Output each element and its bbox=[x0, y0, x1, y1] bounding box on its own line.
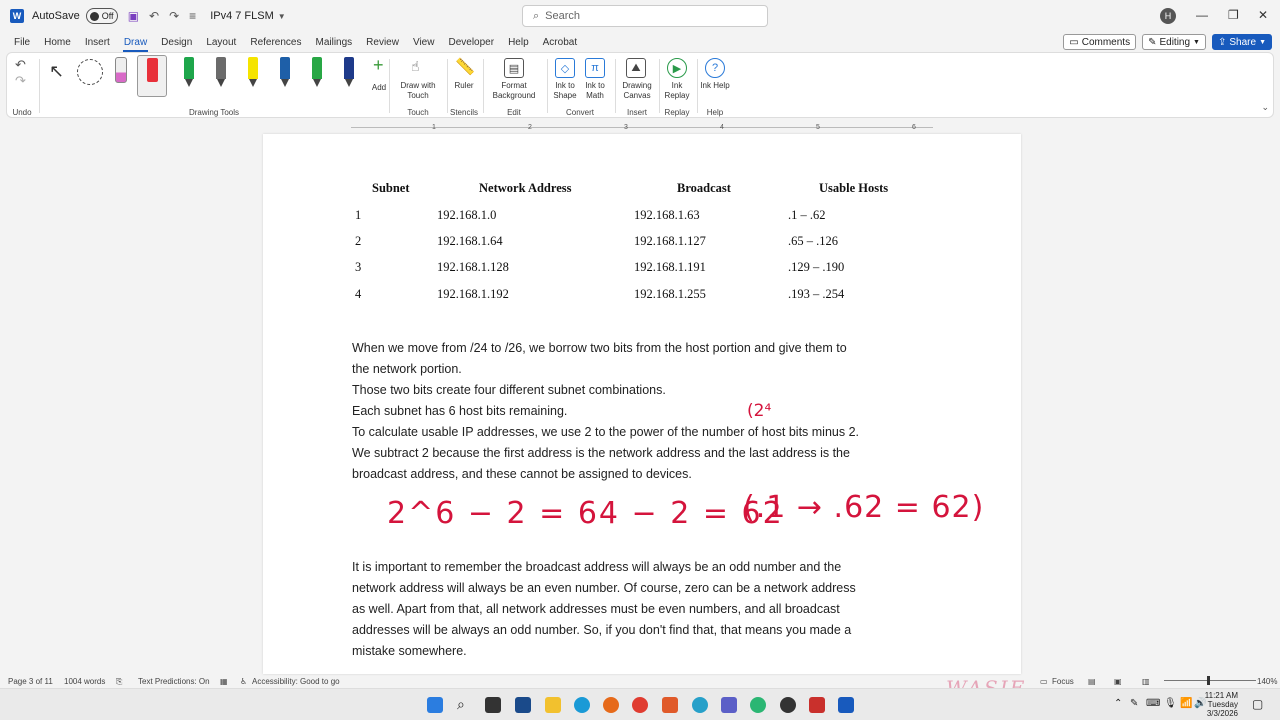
undo-group-label: Undo bbox=[12, 108, 32, 117]
table-cell: 192.168.1.192 bbox=[437, 287, 509, 301]
accessibility-status[interactable]: Accessibility: Good to go bbox=[252, 677, 340, 686]
brave-icon[interactable] bbox=[662, 697, 678, 713]
undo-icon[interactable]: ↶ bbox=[149, 9, 160, 23]
draw-with-touch-label[interactable]: Draw with Touch bbox=[400, 81, 436, 100]
add-pen-icon[interactable]: + bbox=[373, 55, 384, 75]
word-count[interactable]: 1004 words bbox=[64, 677, 106, 686]
macro-icon[interactable]: ▦ bbox=[220, 677, 228, 686]
page-count[interactable]: Page 3 of 11 bbox=[8, 677, 53, 686]
tray-chevron-up-icon[interactable]: ⌃ bbox=[1114, 698, 1123, 709]
blue-pen-icon[interactable] bbox=[280, 57, 290, 79]
ruler-tick: 4 bbox=[720, 124, 724, 131]
text-line: network address will always be an even number. Of course, zero can be a network address bbox=[352, 581, 856, 595]
editing-button[interactable] bbox=[1142, 34, 1206, 50]
divider bbox=[483, 59, 484, 113]
table-cell: 192.168.1.255 bbox=[634, 287, 706, 301]
editing-icon: ✎ bbox=[1148, 36, 1157, 48]
ruler-tick: 6 bbox=[912, 124, 916, 131]
text-line: broadcast address, and these cannot be assigned to devices. bbox=[352, 467, 692, 481]
ruler-tick: 2 bbox=[528, 124, 532, 131]
share-icon: ⇪ bbox=[1217, 36, 1227, 48]
comments-button[interactable] bbox=[1063, 34, 1136, 50]
drawing-tools-group bbox=[41, 53, 387, 119]
search-input[interactable] bbox=[522, 5, 768, 27]
tab-acrobat[interactable]: Acrobat bbox=[542, 36, 578, 48]
convert-group-label: Convert bbox=[565, 108, 594, 117]
edit-group-label: Edit bbox=[507, 108, 521, 117]
print-layout-icon[interactable]: ▣ bbox=[1114, 677, 1122, 686]
ribbon-collapse-chevron-icon[interactable]: ⌄ bbox=[1261, 102, 1269, 112]
touch-keyboard-icon[interactable]: ⌨ bbox=[1146, 698, 1161, 709]
edit-group bbox=[485, 53, 543, 119]
format-background-label[interactable]: Format Background bbox=[492, 81, 536, 100]
upwork-icon[interactable] bbox=[692, 697, 708, 713]
notifications-icon[interactable]: ▢ bbox=[1252, 697, 1264, 711]
divider bbox=[697, 59, 698, 113]
zoom-level[interactable]: 140% bbox=[1257, 677, 1278, 686]
zoom-slider-handle[interactable] bbox=[1207, 676, 1210, 685]
document-title[interactable]: IPv4 7 FLSM bbox=[210, 10, 274, 22]
text-line: We subtract 2 because the first address is the network address and the last address is the bbox=[352, 446, 850, 460]
drawing-canvas-icon[interactable]: ⛰ bbox=[626, 58, 646, 78]
close-icon[interactable]: ✕ bbox=[1258, 8, 1269, 22]
ink-to-shape-label[interactable]: Ink to Shape bbox=[553, 81, 577, 100]
microphone-icon[interactable]: 🎙 bbox=[1164, 698, 1177, 709]
table-cell: .129 – .190 bbox=[788, 260, 845, 274]
tab-draw[interactable]: Draw bbox=[117, 37, 154, 48]
tab-references[interactable]: References bbox=[250, 36, 302, 48]
text-line: the network portion. bbox=[352, 362, 462, 376]
yellow-highlighter-icon[interactable] bbox=[248, 57, 258, 79]
help-group bbox=[699, 53, 731, 119]
gray-pencil-icon[interactable] bbox=[216, 57, 226, 79]
divider bbox=[389, 59, 390, 113]
green-pen-icon[interactable] bbox=[184, 57, 194, 79]
clock-date: 3/3/2026 bbox=[1206, 709, 1238, 718]
help-group-label: Help bbox=[706, 108, 724, 117]
tab-help[interactable]: Help bbox=[508, 36, 529, 48]
autosave-label: AutoSave bbox=[32, 10, 80, 22]
taskbar bbox=[0, 688, 1280, 720]
document-page[interactable] bbox=[263, 134, 1021, 674]
clock-time: 11:21 AM bbox=[1204, 691, 1238, 700]
table-cell: 192.168.1.127 bbox=[634, 234, 706, 248]
divider bbox=[447, 59, 448, 113]
table-header-broadcast: Broadcast bbox=[677, 181, 731, 195]
drawing-tools-label: Drawing Tools bbox=[188, 108, 240, 117]
share-button[interactable] bbox=[1212, 34, 1272, 50]
draw-ribbon bbox=[6, 52, 1274, 118]
select-cursor-icon[interactable]: ↖ bbox=[49, 61, 65, 81]
read-mode-icon[interactable]: ▤ bbox=[1088, 677, 1096, 686]
focus-mode[interactable]: Focus bbox=[1052, 677, 1074, 686]
table-cell: 1 bbox=[355, 208, 362, 222]
customize-toolbar-icon[interactable]: ≡ bbox=[189, 9, 197, 23]
text-line: as well. Apart from that, all network addresses must be even numbers, and all broadcast bbox=[352, 602, 840, 616]
text-predictions[interactable]: Text Predictions: On bbox=[138, 677, 210, 686]
table-cell: .1 – .62 bbox=[788, 208, 826, 222]
chrome-icon[interactable] bbox=[632, 697, 648, 713]
divider bbox=[659, 59, 660, 113]
status-bar bbox=[0, 674, 1280, 688]
divider bbox=[615, 59, 616, 113]
zoom-slider[interactable] bbox=[1164, 680, 1256, 681]
ruler-tick: 3 bbox=[624, 124, 628, 131]
undo-icon[interactable]: ↶ bbox=[15, 57, 26, 72]
avatar[interactable]: H bbox=[1160, 8, 1176, 24]
file-explorer-icon[interactable] bbox=[545, 697, 561, 713]
draw-with-touch-icon[interactable]: ☝ bbox=[411, 58, 420, 74]
tab-view[interactable]: View bbox=[412, 36, 435, 48]
selected-pen-frame[interactable] bbox=[137, 55, 167, 97]
ink-small-note[interactable]: (2⁴ bbox=[747, 401, 772, 421]
stencils-group bbox=[449, 53, 479, 119]
redo-icon[interactable]: ↷ bbox=[15, 73, 26, 88]
insert-group-label: Insert bbox=[626, 108, 647, 117]
save-icon[interactable]: ▣ bbox=[127, 9, 140, 23]
table-cell: .193 – .254 bbox=[788, 287, 845, 301]
web-layout-icon[interactable]: ▥ bbox=[1142, 677, 1150, 686]
ruler-line bbox=[351, 127, 933, 128]
tab-developer[interactable]: Developer bbox=[448, 36, 495, 48]
tab-mailings[interactable]: Mailings bbox=[315, 36, 353, 48]
search-icon: ⌕ bbox=[533, 9, 540, 22]
text-line: Each subnet has 6 host bits remaining. bbox=[352, 404, 568, 418]
lasso-select-icon[interactable] bbox=[77, 59, 103, 85]
restore-icon[interactable]: ❐ bbox=[1228, 8, 1239, 22]
table-header-subnet: Subnet bbox=[372, 181, 410, 195]
wifi-icon[interactable]: 📶 bbox=[1180, 698, 1193, 709]
title-chevron-down-icon[interactable]: ▼ bbox=[277, 11, 286, 21]
divider bbox=[39, 59, 40, 113]
autosave-state: Off bbox=[101, 11, 114, 21]
taskbar-search-icon[interactable]: ⌕ bbox=[457, 696, 465, 712]
tab-home[interactable]: Home bbox=[44, 36, 71, 48]
text-line: mistake somewhere. bbox=[352, 644, 467, 658]
stencils-group-label: Stencils bbox=[449, 108, 478, 117]
horizontal-ruler[interactable] bbox=[262, 122, 1022, 132]
ink-formula[interactable]: 2^6 − 2 = 64 − 2 = 62 bbox=[387, 496, 784, 531]
text-line: When we move from /24 to /26, we borrow two bits from the host portion and give them to bbox=[352, 341, 847, 355]
insert-group bbox=[617, 53, 657, 119]
divider bbox=[547, 59, 548, 113]
windows-start-icon[interactable] bbox=[427, 697, 443, 713]
search-placeholder: Search bbox=[545, 10, 581, 22]
edge-icon[interactable] bbox=[574, 697, 590, 713]
tab-review[interactable]: Review bbox=[366, 36, 399, 48]
word-app-icon: W bbox=[10, 9, 24, 23]
replay-group bbox=[661, 53, 693, 119]
text-line: Those two bits create four different subnet combinations. bbox=[352, 383, 666, 397]
ink-to-shape-icon[interactable]: ◇ bbox=[555, 58, 575, 78]
chrome-profile-icon[interactable] bbox=[750, 697, 766, 713]
table-cell: 192.168.1.63 bbox=[634, 208, 700, 222]
text-line: To calculate usable IP addresses, we use 2 to the power of the number of host bits minus 2. bbox=[352, 425, 860, 439]
ink-replay-icon[interactable]: ▶ bbox=[667, 58, 687, 78]
comments-label: Comments bbox=[1081, 36, 1131, 48]
ruler-label[interactable]: Ruler bbox=[454, 81, 474, 90]
comments-icon: ▭ bbox=[1069, 36, 1079, 48]
clock-day: Tuesday bbox=[1207, 700, 1238, 709]
volume-icon[interactable]: 🔊 bbox=[1194, 698, 1207, 709]
ruler-tick: 5 bbox=[816, 124, 820, 131]
undo-group bbox=[7, 53, 37, 119]
chevron-down-icon: ▼ bbox=[1193, 38, 1200, 46]
system-clock[interactable] bbox=[1205, 691, 1238, 718]
ink-help-label[interactable]: Ink Help bbox=[700, 81, 730, 90]
table-cell: 2 bbox=[355, 234, 362, 248]
add-label: Add bbox=[371, 83, 387, 92]
red-pen-icon bbox=[147, 58, 158, 82]
table-cell: 3 bbox=[355, 260, 362, 274]
teams-icon[interactable] bbox=[721, 697, 737, 713]
firefox-icon[interactable] bbox=[603, 697, 619, 713]
touch-group bbox=[391, 53, 445, 119]
ink-help-icon[interactable]: ? bbox=[705, 58, 725, 78]
tab-layout[interactable]: Layout bbox=[206, 36, 237, 48]
obs-icon[interactable] bbox=[780, 697, 796, 713]
convert-group bbox=[549, 53, 611, 119]
word-taskbar-icon[interactable] bbox=[838, 697, 854, 713]
ink-replay-label[interactable]: Ink Replay bbox=[664, 81, 690, 100]
redo-icon[interactable]: ↷ bbox=[169, 9, 180, 23]
table-header-network: Network Address bbox=[479, 181, 572, 195]
table-cell: 4 bbox=[355, 287, 362, 301]
ink-to-math-icon[interactable]: π bbox=[585, 58, 605, 78]
ink-host-range[interactable]: (.1 → .62 = 62) bbox=[743, 490, 985, 525]
table-cell: .65 – .126 bbox=[788, 234, 838, 248]
editing-label: Editing bbox=[1159, 36, 1191, 48]
minimize-icon[interactable]: — bbox=[1196, 8, 1208, 22]
text-line: addresses will be always an odd number. So, if you don't find that, that means you made a bbox=[352, 623, 852, 637]
pen-menu-icon[interactable]: ✎ bbox=[1130, 698, 1139, 709]
table-cell: 192.168.1.0 bbox=[437, 208, 497, 222]
paragraph-subnetting[interactable] bbox=[352, 338, 942, 485]
snipping-tool-icon[interactable] bbox=[809, 697, 825, 713]
tab-insert[interactable]: Insert bbox=[84, 36, 110, 48]
tab-file[interactable]: File bbox=[14, 36, 31, 48]
share-label: Share bbox=[1229, 36, 1257, 48]
table-header-hosts: Usable Hosts bbox=[819, 181, 889, 195]
table-cell: 192.168.1.128 bbox=[437, 260, 509, 274]
touch-group-label: Touch bbox=[407, 108, 429, 117]
toggle-dot bbox=[90, 12, 99, 21]
ruler-icon[interactable]: 📏 bbox=[455, 59, 475, 76]
text-line: It is important to remember the broadcast address will always be an odd number and the bbox=[352, 560, 842, 574]
eraser-icon[interactable] bbox=[115, 57, 127, 83]
drawing-canvas-label[interactable]: Drawing Canvas bbox=[622, 81, 652, 100]
chevron-down-icon: ▼ bbox=[1259, 38, 1266, 46]
green-pencil-icon[interactable] bbox=[312, 57, 322, 79]
autosave-toggle[interactable] bbox=[86, 8, 118, 24]
ribbon-tabs bbox=[0, 33, 1280, 51]
focus-icon[interactable]: ▭ bbox=[1040, 677, 1048, 686]
widgets-icon[interactable] bbox=[515, 697, 531, 713]
paragraph-broadcast-note[interactable] bbox=[352, 557, 942, 662]
ink-to-math-label[interactable]: Ink to Math bbox=[585, 81, 605, 100]
tab-design[interactable]: Design bbox=[161, 36, 193, 48]
task-view-icon[interactable] bbox=[485, 697, 501, 713]
accessibility-icon[interactable]: ♿ bbox=[240, 677, 248, 686]
table-cell: 192.168.1.191 bbox=[634, 260, 706, 274]
table-cell: 192.168.1.64 bbox=[437, 234, 503, 248]
ruler-tick: 1 bbox=[432, 124, 436, 131]
format-background-icon[interactable]: ▤ bbox=[504, 58, 524, 78]
replay-group-label: Replay bbox=[664, 108, 690, 117]
proofing-icon[interactable]: ⎘ bbox=[116, 677, 123, 686]
galaxy-pen-icon[interactable] bbox=[344, 57, 354, 79]
